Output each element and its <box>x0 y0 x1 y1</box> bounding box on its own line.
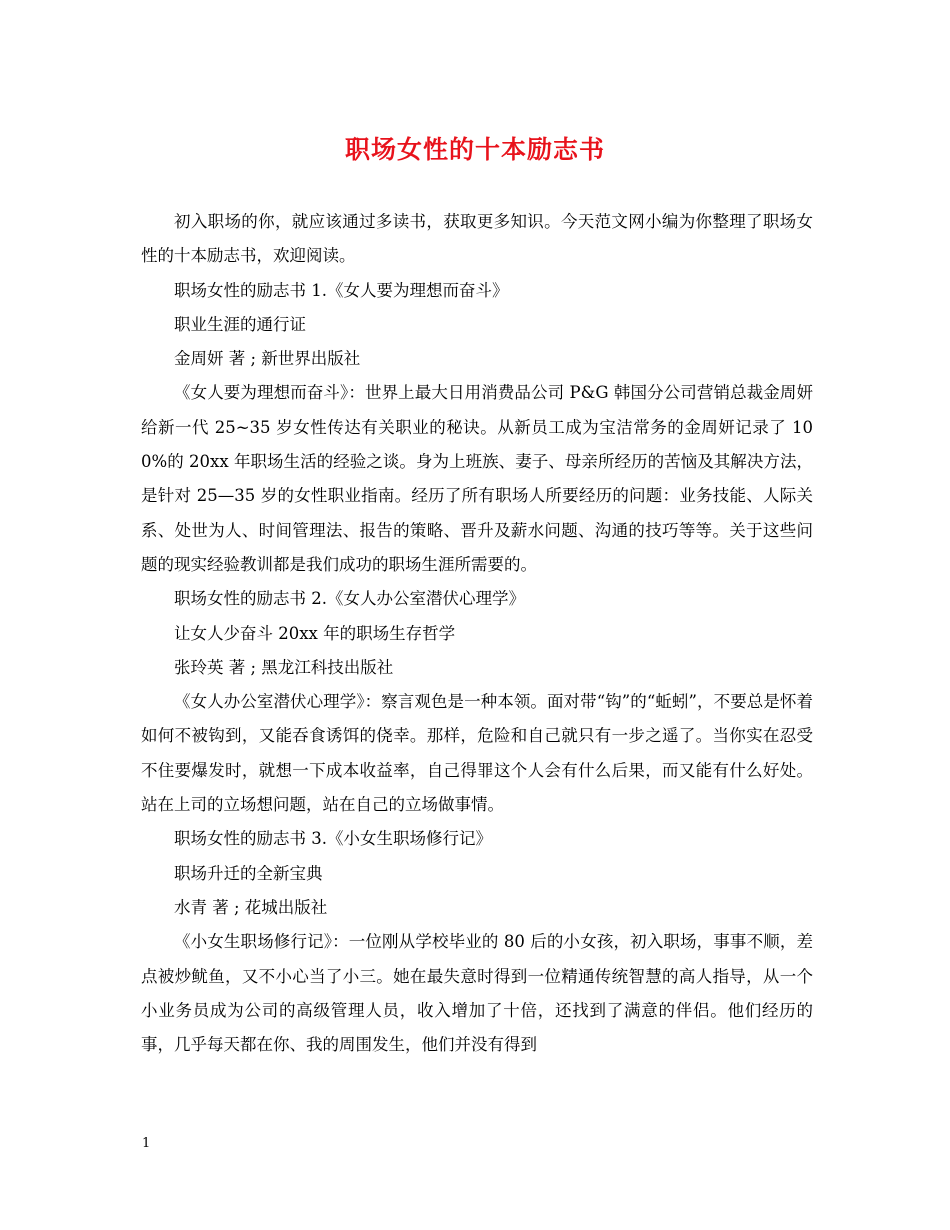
book-3-author: 水青 著 ; 花城出版社 <box>174 897 328 917</box>
book-2-author: 张玲英 著 ; 黑龙江科技出版社 <box>174 657 394 677</box>
book-1-subtitle: 职业生涯的通行证 <box>174 314 306 334</box>
book-1-author: 金周妍 著 ; 新世界出版社 <box>174 349 361 369</box>
paragraph-intro: 初入职场的你，就应该通过多读书，获取更多知识。今天范文网小编为你整理了职场女性的十本励志书，欢迎阅读。 <box>141 212 813 266</box>
page-number: 1 <box>142 1136 151 1151</box>
book-2-heading: 职场女性的励志书 2.《女人办公室潜伏心理学》 <box>174 589 525 609</box>
book-1-heading: 职场女性的励志书 1.《女人要为理想而奋斗》 <box>174 280 509 300</box>
book-3-subtitle: 职场升迁的全新宝典 <box>174 863 323 883</box>
book-1-description: 《女人要为理想而奋斗》：世界上最大日用消费品公司 P&G 韩国分公司营销总裁金周妍给新一代 25~35 岁女性传达有关职业的秘诀。从新员工成为宝洁常务的金周妍记录了 100%的 20xx 年职场生活的经验之谈。身为上班族、妻子、母亲所经历的苦恼及其解决方法，是针对 25—35 岁的女性职业指南。经历了所有职场人所要经历的问题：业务技能、人际关系、处世为人、时间管理法、报告的策略、晋升及薪水问题、沟通的技巧等等。关于这些问题的现实经验教训都是我们成功的职场生涯所需要的。 <box>141 383 813 574</box>
book-3-heading: 职场女性的励志书 3.《小女生职场修行记》 <box>174 829 492 849</box>
document-body <box>141 205 813 1062</box>
book-3-description: 《小女生职场修行记》：一位刚从学校毕业的 80 后的小女孩，初入职场，事事不顺，差点被炒鱿鱼，又不小心当了小三。她在最失意时得到一位精通传统智慧的高人指导，从一个小业务员成为公司的高级管理人员，收入增加了十倍，还找到了满意的伴侣。他们经历的事，几乎每天都在你、我的周围发生，他们并没有得到 <box>141 932 813 1055</box>
document-title: 职场女性的十本励志书 <box>344 135 605 164</box>
book-2-subtitle: 让女人少奋斗 20xx 年的职场生存哲学 <box>174 623 456 643</box>
book-2-description: 《女人办公室潜伏心理学》：察言观色是一种本领。面对带“钩”的“蚯蚓”，不要总是怀着如何不被钩到，又能吞食诱饵的侥幸。那样，危险和自己就只有一步之遥了。当你实在忍受不住要爆发时，就想一下成本收益率，自己得罪这个人会有什么后果，而又能有什么好处。站在上司的立场想问题，站在自己的立场做事情。 <box>141 692 813 815</box>
